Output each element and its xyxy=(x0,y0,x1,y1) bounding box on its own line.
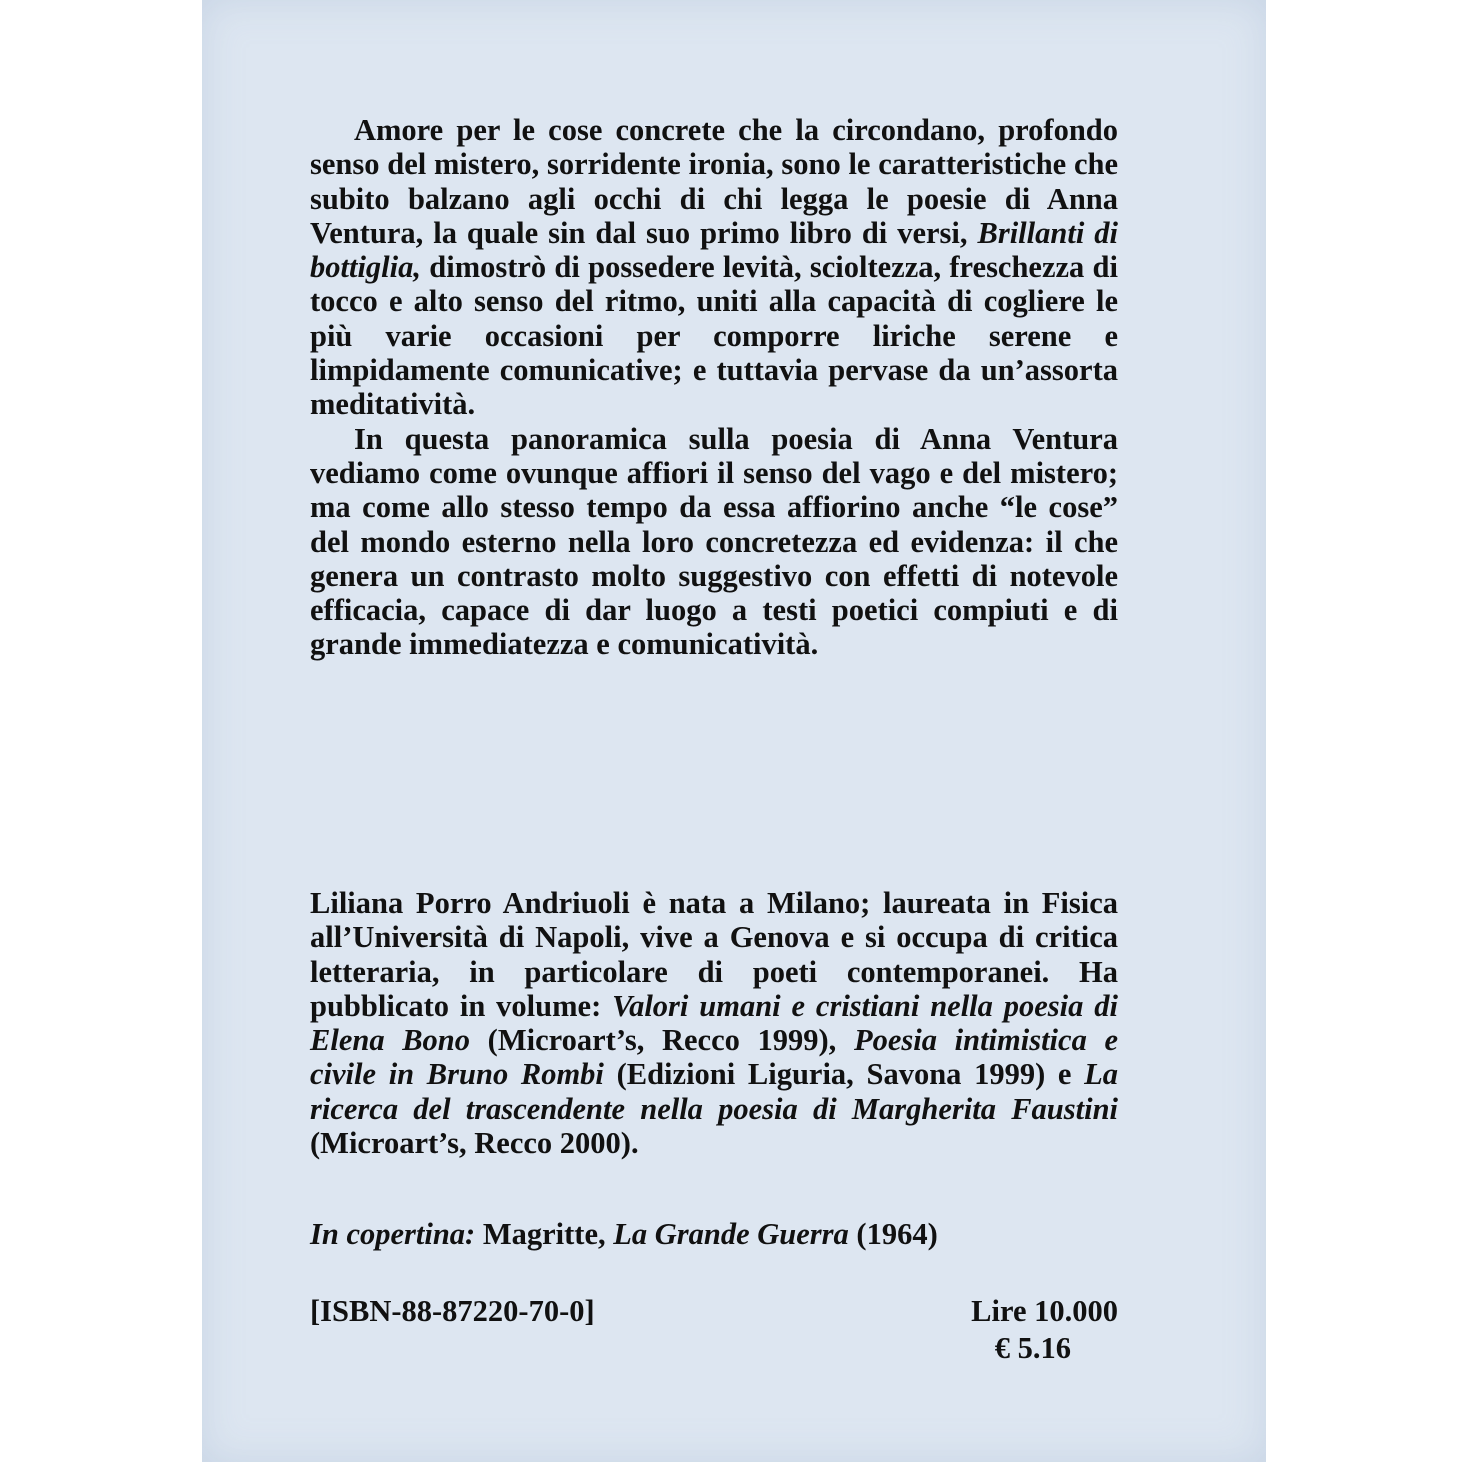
blurb-p1-text-b: dimostrò di possedere levità, scioltezza, freschezza di tocco e alto senso del ritmo, uniti alla capacità di cogliere le più varie occasioni per comporre liriche serene e limpidamente comunicative; e tuttavia pervase da un’assorta meditatività. xyxy=(310,250,1118,422)
author-bio xyxy=(310,886,1118,1160)
cover-credit xyxy=(310,1217,938,1251)
cover-credit-artist: Magritte, xyxy=(475,1217,614,1251)
book-title-brillanti: Brillanti di bottiglia, xyxy=(310,215,1118,285)
bio-text-c: (Edizioni Liguria, Savona 1999) e xyxy=(603,1057,1085,1092)
bio-title-3: La ricerca del trascendente nella poesia di Margherita Faustini xyxy=(310,1057,1119,1126)
isbn: [ISBN-88-87220-70-0] xyxy=(310,1294,595,1328)
cover-credit-label: In copertina: xyxy=(310,1217,476,1251)
blurb-paragraph-1 xyxy=(310,113,1118,422)
bio-text-d: (Microart’s, Recco 2000). xyxy=(310,1126,639,1161)
price-lire: Lire 10.000 xyxy=(971,1294,1118,1328)
bio-text-a: Liliana Porro Andriuoli è nata a Milano; laureata in Fisica all’Università di Napoli, vive a Genova e si occupa di critica letteraria, in particolare di poeti contemporanei. Ha pubblicato in volume: xyxy=(310,886,1118,1023)
blurb-paragraph-2: In questa panoramica sulla poesia di Anna Ventura vediamo come ovunque affiori il senso del vago e del mistero; ma come allo stesso tempo da essa affiorino anche “le cose” del mondo esterno nella loro concretezza ed evidenza: il che genera un contrasto molto suggestivo con effetti di notevole efficacia, capace di dar luogo a testi poetici compiuti e di grande immediatezza e comunicatività. xyxy=(310,421,1118,662)
bio-title-1: Valori umani e cristiani nella poesia di Elena Bono xyxy=(310,988,1118,1058)
bio-title-2: Poesia intimistica e civile in Bruno Rombi xyxy=(310,1023,1119,1092)
bio-text-b: (Microart’s, Recco 1999), xyxy=(470,1023,854,1058)
blurb-text xyxy=(310,113,1118,662)
blurb-p1-text-a: Amore per le cose concrete che la circondano, profondo senso del mistero, sorridente ironia, sono le caratteristiche che subito balzano agli occhi di chi legga le poesie di Anna Ventura, la quale sin dal suo primo libro di versi, xyxy=(310,113,1118,250)
bio-paragraph xyxy=(310,886,1118,1160)
cover-credit-year: (1964) xyxy=(848,1217,938,1251)
price-euro: € 5.16 xyxy=(994,1331,1071,1365)
cover-credit-work: La Grande Guerra xyxy=(613,1217,849,1251)
